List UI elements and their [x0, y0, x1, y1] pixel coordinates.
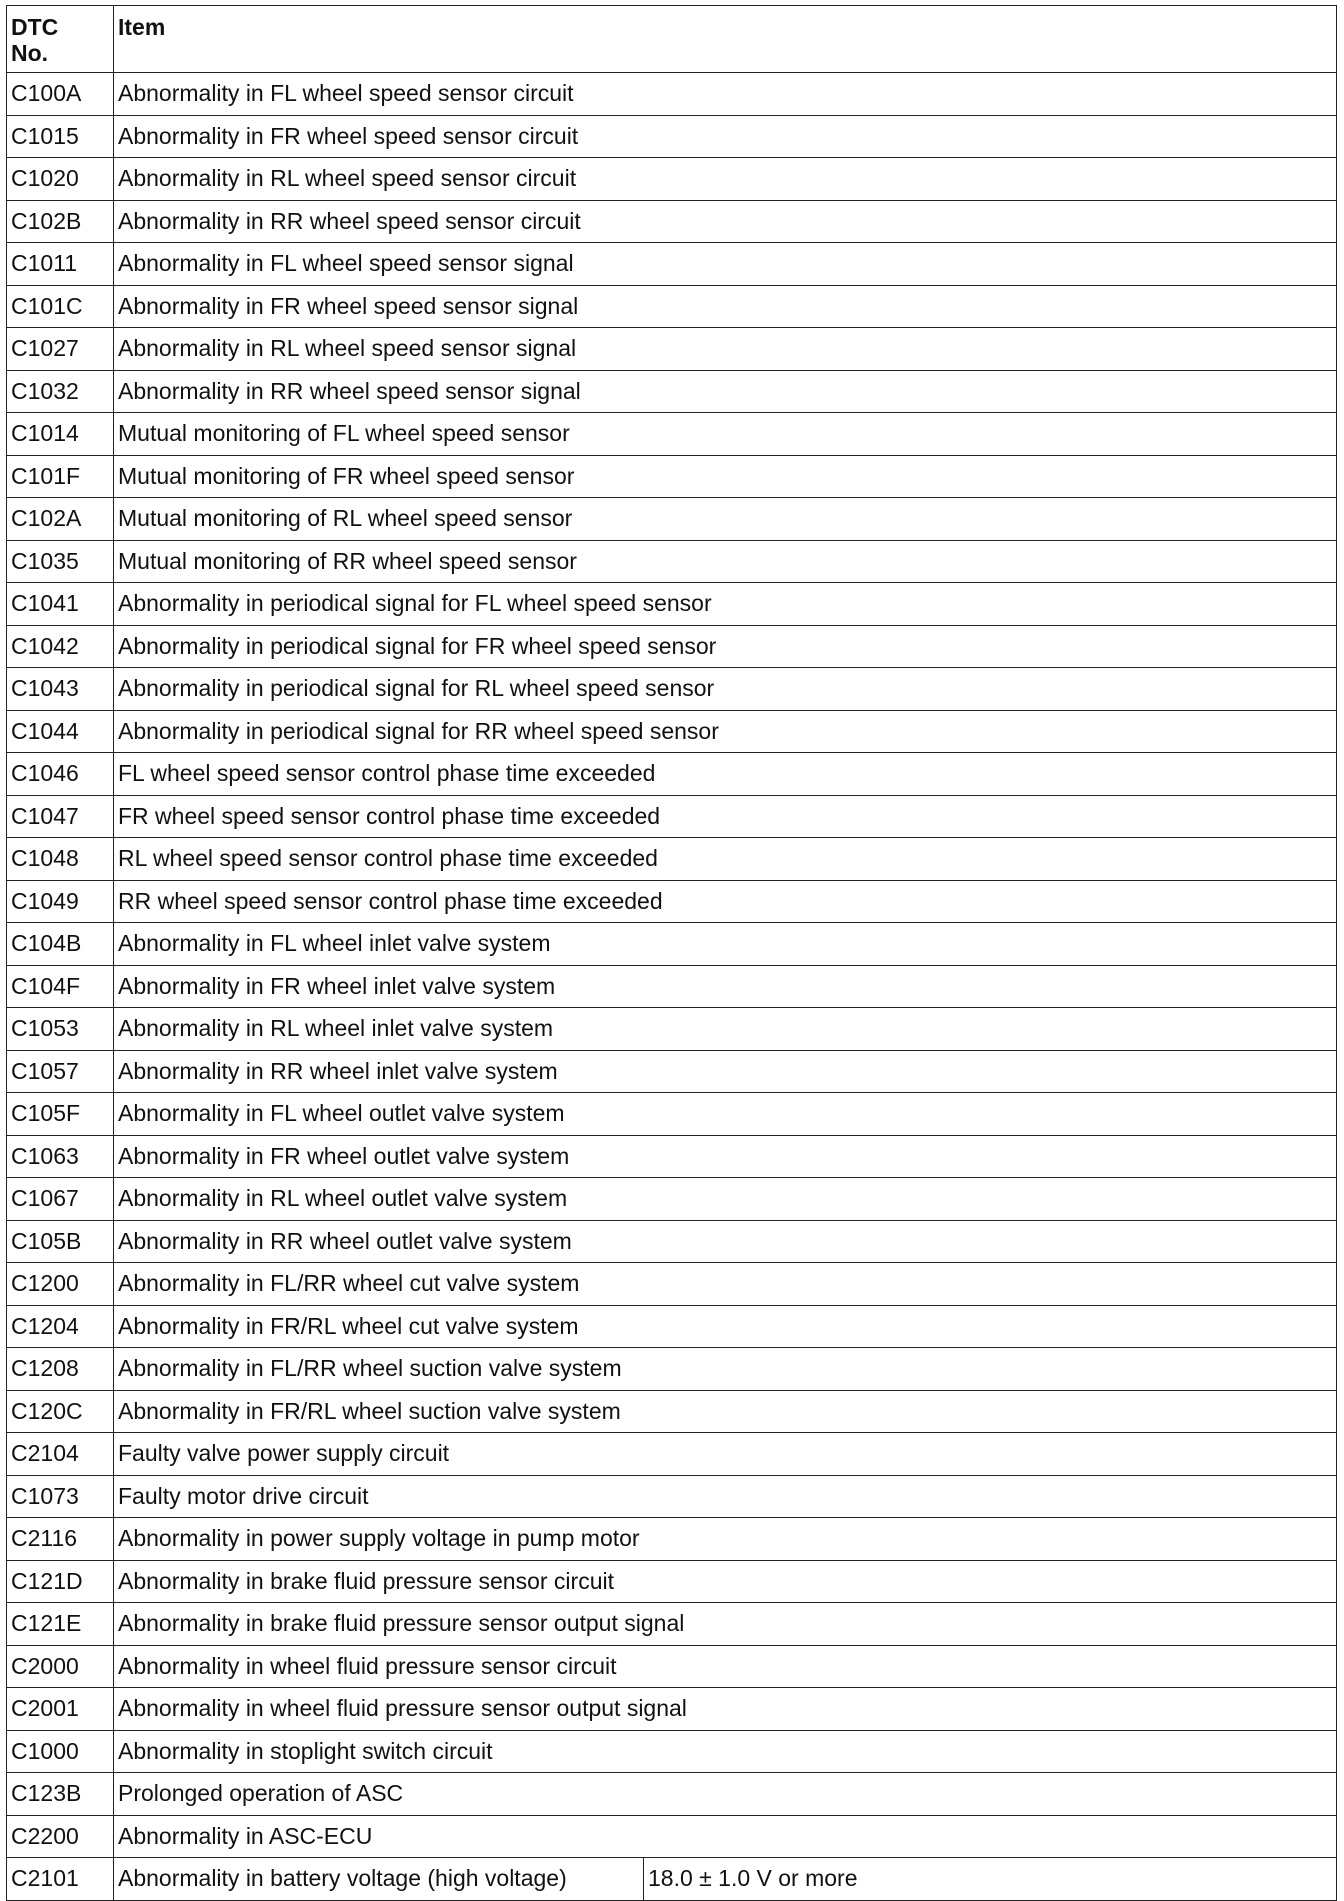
table-row	[7, 1560, 1337, 1603]
table-row	[7, 1815, 1337, 1858]
dtc-code-cell: C1063	[7, 1135, 114, 1178]
dtc-code-cell: C1035	[7, 540, 114, 583]
item-description-cell: Abnormality in FL/RR wheel suction valve system	[114, 1348, 1337, 1391]
dtc-code-cell: C102B	[7, 200, 114, 243]
item-description-cell: Mutual monitoring of RL wheel speed sensor	[114, 498, 1337, 541]
table-row	[7, 455, 1337, 498]
dtc-code-cell: C1208	[7, 1348, 114, 1391]
item-description-cell: Abnormality in wheel fluid pressure sensor circuit	[114, 1645, 1337, 1688]
dtc-code-cell: C1044	[7, 710, 114, 753]
dtc-code-cell: C1204	[7, 1305, 114, 1348]
item-description-cell: Mutual monitoring of FR wheel speed sensor	[114, 455, 1337, 498]
dtc-code-cell: C101C	[7, 285, 114, 328]
dtc-code-cell: C100A	[7, 73, 114, 116]
item-description-cell: FL wheel speed sensor control phase time exceeded	[114, 753, 1337, 796]
item-description-cell: Abnormality in power supply voltage in pump motor	[114, 1518, 1337, 1561]
table-row	[7, 1220, 1337, 1263]
dtc-code-cell: C123B	[7, 1773, 114, 1816]
item-description-cell: Abnormality in periodical signal for RL wheel speed sensor	[114, 668, 1337, 711]
table-row	[7, 1688, 1337, 1731]
item-description-cell: Abnormality in FR wheel outlet valve system	[114, 1135, 1337, 1178]
table-row	[7, 583, 1337, 626]
table-row	[7, 965, 1337, 1008]
dtc-code-cell: C121E	[7, 1603, 114, 1646]
table-row	[7, 115, 1337, 158]
item-description-cell: Abnormality in RR wheel speed sensor circuit	[114, 200, 1337, 243]
item-detail-cell: 18.0 ± 1.0 V or more	[644, 1858, 1337, 1901]
dtc-code-cell: C105B	[7, 1220, 114, 1263]
dtc-code-cell: C1049	[7, 880, 114, 923]
dtc-code-cell: C104F	[7, 965, 114, 1008]
item-description-cell: Abnormality in FR wheel speed sensor signal	[114, 285, 1337, 328]
item-description-cell: Abnormality in FR wheel speed sensor circuit	[114, 115, 1337, 158]
dtc-code-cell: C1014	[7, 413, 114, 456]
item-description-cell: Mutual monitoring of RR wheel speed sensor	[114, 540, 1337, 583]
item-description-cell: RL wheel speed sensor control phase time exceeded	[114, 838, 1337, 881]
item-description-cell: Abnormality in FR/RL wheel suction valve system	[114, 1390, 1337, 1433]
dtc-code-cell: C2200	[7, 1815, 114, 1858]
dtc-code-cell: C1032	[7, 370, 114, 413]
item-description-cell: Faulty valve power supply circuit	[114, 1433, 1337, 1476]
dtc-code-cell: C1073	[7, 1475, 114, 1518]
item-description-cell: RR wheel speed sensor control phase time exceeded	[114, 880, 1337, 923]
table-row	[7, 243, 1337, 286]
table-row	[7, 1263, 1337, 1306]
dtc-code-cell: C1041	[7, 583, 114, 626]
table-row	[7, 498, 1337, 541]
table-body	[7, 73, 1337, 1901]
dtc-code-cell: C1057	[7, 1050, 114, 1093]
dtc-code-cell: C2000	[7, 1645, 114, 1688]
table-row	[7, 795, 1337, 838]
dtc-code-cell: C1067	[7, 1178, 114, 1221]
dtc-code-cell: C1047	[7, 795, 114, 838]
dtc-code-cell: C105F	[7, 1093, 114, 1136]
dtc-code-cell: C104B	[7, 923, 114, 966]
table-row	[7, 838, 1337, 881]
dtc-code-cell: C1048	[7, 838, 114, 881]
item-description-cell: Abnormality in brake fluid pressure sensor output signal	[114, 1603, 1337, 1646]
table-row	[7, 1645, 1337, 1688]
table-row	[7, 880, 1337, 923]
item-description-cell: Abnormality in FL wheel inlet valve system	[114, 923, 1337, 966]
table-row	[7, 1008, 1337, 1051]
item-description-cell: Abnormality in brake fluid pressure sensor circuit	[114, 1560, 1337, 1603]
dtc-code-cell: C102A	[7, 498, 114, 541]
table-row	[7, 1518, 1337, 1561]
item-description-cell: Abnormality in RL wheel speed sensor signal	[114, 328, 1337, 371]
item-description-cell: Abnormality in RL wheel outlet valve system	[114, 1178, 1337, 1221]
item-description-cell: Abnormality in FR/RL wheel cut valve system	[114, 1305, 1337, 1348]
item-description-cell: Abnormality in RL wheel inlet valve system	[114, 1008, 1337, 1051]
table-row	[7, 328, 1337, 371]
item-description-cell: Abnormality in wheel fluid pressure sensor output signal	[114, 1688, 1337, 1731]
item-description-cell: Prolonged operation of ASC	[114, 1773, 1337, 1816]
item-description-cell: FR wheel speed sensor control phase time exceeded	[114, 795, 1337, 838]
dtc-code-cell: C1200	[7, 1263, 114, 1306]
table-row	[7, 285, 1337, 328]
item-description-cell: Abnormality in battery voltage (high voltage)	[114, 1858, 644, 1901]
item-description-cell: Mutual monitoring of FL wheel speed sensor	[114, 413, 1337, 456]
table-row	[7, 1475, 1337, 1518]
header-dtc-no: DTC No.	[7, 6, 114, 73]
table-row	[7, 1390, 1337, 1433]
item-description-cell: Abnormality in periodical signal for FR wheel speed sensor	[114, 625, 1337, 668]
dtc-code-cell: C1043	[7, 668, 114, 711]
dtc-code-cell: C2116	[7, 1518, 114, 1561]
dtc-code-cell: C1015	[7, 115, 114, 158]
header-row	[7, 6, 1337, 73]
item-description-cell: Faulty motor drive circuit	[114, 1475, 1337, 1518]
item-description-cell: Abnormality in RL wheel speed sensor circuit	[114, 158, 1337, 201]
table-row	[7, 370, 1337, 413]
table-row	[7, 1178, 1337, 1221]
table-row	[7, 413, 1337, 456]
item-description-cell: Abnormality in FL wheel outlet valve system	[114, 1093, 1337, 1136]
table-row	[7, 1093, 1337, 1136]
table-row	[7, 1603, 1337, 1646]
table-row	[7, 923, 1337, 966]
table-row	[7, 1135, 1337, 1178]
item-description-cell: Abnormality in RR wheel outlet valve system	[114, 1220, 1337, 1263]
item-description-cell: Abnormality in FL wheel speed sensor circuit	[114, 73, 1337, 116]
table-row	[7, 710, 1337, 753]
item-description-cell: Abnormality in RR wheel speed sensor signal	[114, 370, 1337, 413]
dtc-code-cell: C1053	[7, 1008, 114, 1051]
item-description-cell: Abnormality in FR wheel inlet valve system	[114, 965, 1337, 1008]
table-row	[7, 668, 1337, 711]
table-row	[7, 1730, 1337, 1773]
header-item: Item	[114, 6, 1337, 73]
dtc-code-cell: C1027	[7, 328, 114, 371]
table-row	[7, 1773, 1337, 1816]
item-description-cell: Abnormality in FL wheel speed sensor signal	[114, 243, 1337, 286]
table-header	[7, 6, 1337, 73]
table-row	[7, 1858, 1337, 1901]
dtc-code-cell: C1011	[7, 243, 114, 286]
item-description-cell: Abnormality in RR wheel inlet valve system	[114, 1050, 1337, 1093]
table-row	[7, 1305, 1337, 1348]
table-row	[7, 73, 1337, 116]
table-row	[7, 1050, 1337, 1093]
dtc-code-cell: C1046	[7, 753, 114, 796]
dtc-code-cell: C1020	[7, 158, 114, 201]
dtc-code-cell: C120C	[7, 1390, 114, 1433]
table-row	[7, 200, 1337, 243]
dtc-table	[6, 5, 1337, 1901]
dtc-code-cell: C2001	[7, 1688, 114, 1731]
dtc-code-cell: C2104	[7, 1433, 114, 1476]
dtc-code-cell: C121D	[7, 1560, 114, 1603]
table-row	[7, 540, 1337, 583]
table-row	[7, 625, 1337, 668]
table-row	[7, 1433, 1337, 1476]
dtc-code-cell: C1000	[7, 1730, 114, 1773]
item-description-cell: Abnormality in periodical signal for RR wheel speed sensor	[114, 710, 1337, 753]
table-row	[7, 1348, 1337, 1391]
item-description-cell: Abnormality in stoplight switch circuit	[114, 1730, 1337, 1773]
table-row	[7, 753, 1337, 796]
dtc-code-cell: C101F	[7, 455, 114, 498]
item-description-cell: Abnormality in periodical signal for FL wheel speed sensor	[114, 583, 1337, 626]
dtc-code-cell: C1042	[7, 625, 114, 668]
table-row	[7, 158, 1337, 201]
dtc-code-cell: C2101	[7, 1858, 114, 1901]
item-description-cell: Abnormality in ASC-ECU	[114, 1815, 1337, 1858]
item-description-cell: Abnormality in FL/RR wheel cut valve system	[114, 1263, 1337, 1306]
